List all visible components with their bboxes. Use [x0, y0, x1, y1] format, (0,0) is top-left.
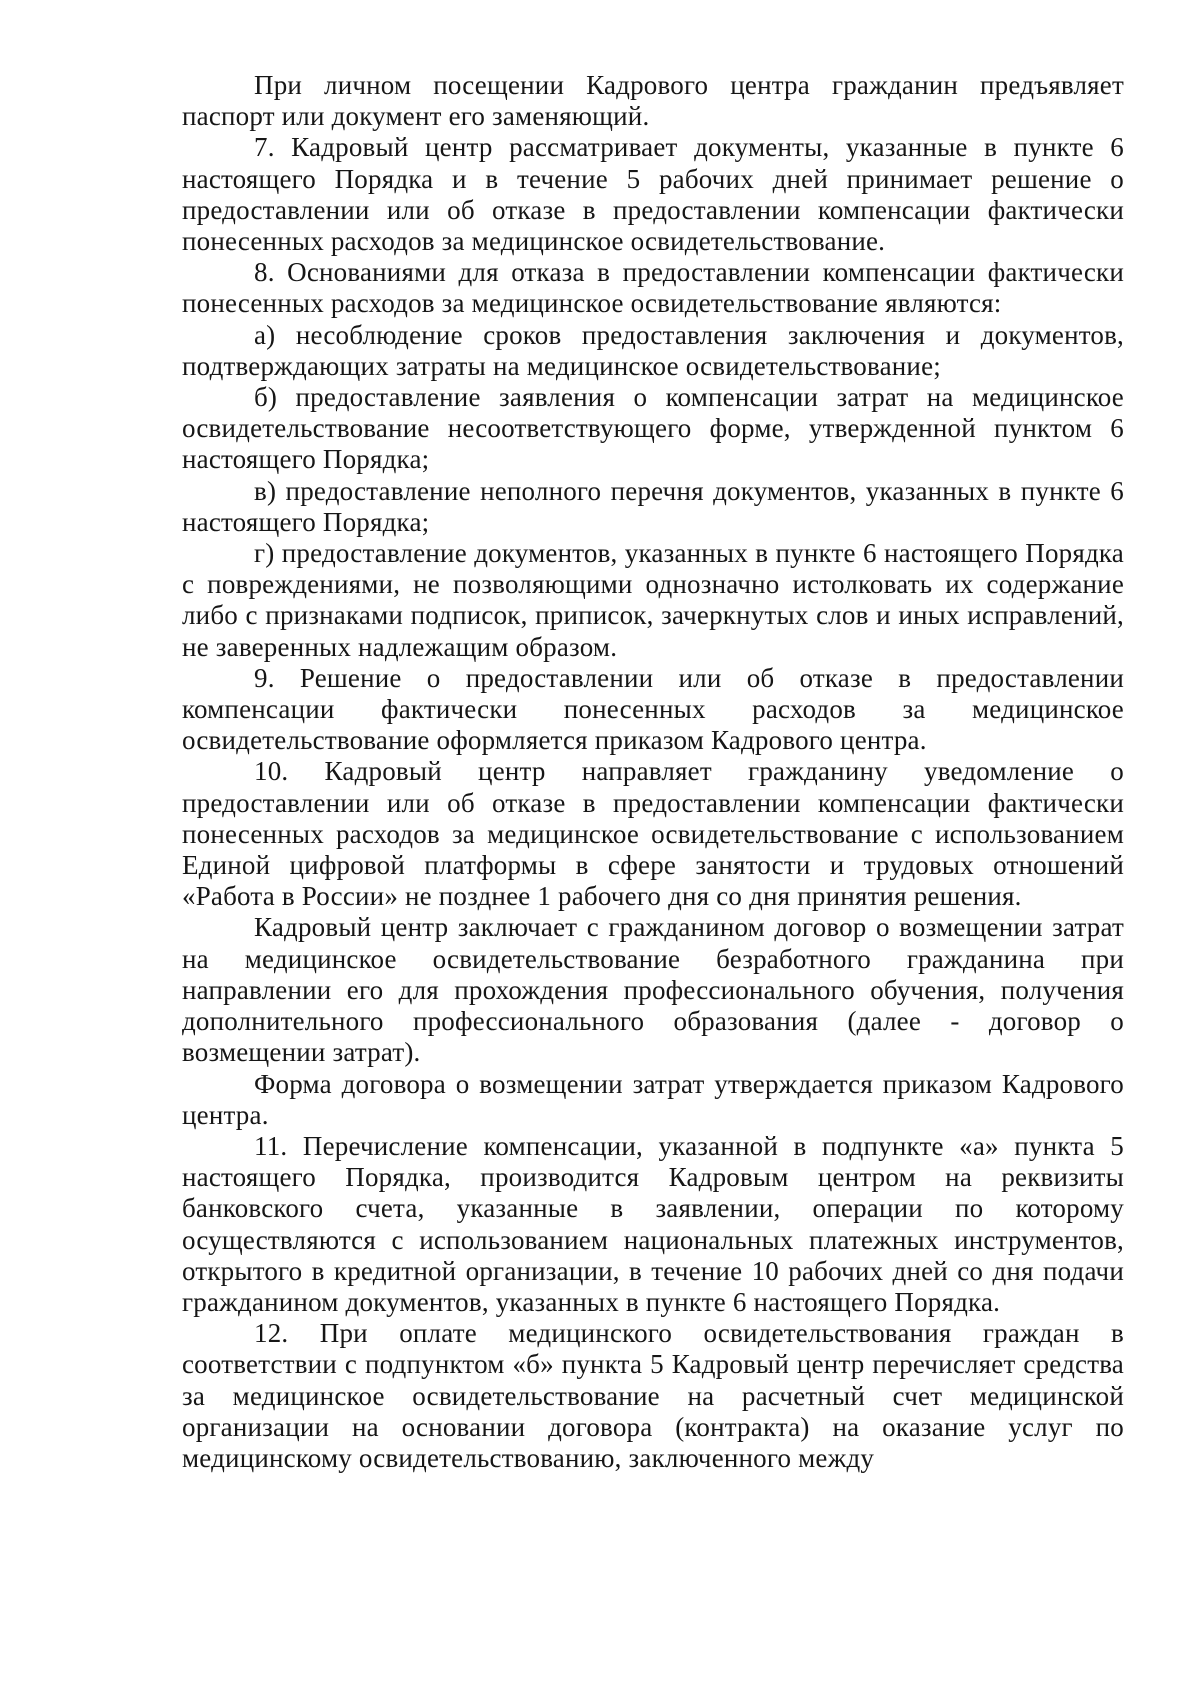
paragraph-item-12: 12. При оплате медицинского освидетельствования граждан в соответствии с подпунктом «б» пункта 5 Кадровый центр перечисляет средства за медицинское освидетельствование на расчетный счет медицинской организации на основании договора (контракта) на оказание услуг по медицинскому освидетельствованию, заключенного между	[182, 1318, 1124, 1473]
paragraph-contract-form: Форма договора о возмещении затрат утверждается приказом Кадрового центра.	[182, 1068, 1124, 1130]
paragraph-item-8b: б) предоставление заявления о компенсации затрат на медицинское освидетельствование несоответствующего форме, утвержденной пунктом 6 настоящего Порядка;	[182, 382, 1124, 475]
paragraph-item-10: 10. Кадровый центр направляет гражданину уведомление о предоставлении или об отказе в предоставлении компенсации фактически понесенных расходов за медицинское освидетельствование с использованием Единой цифровой платформы в сфере занятости и трудовых отношений «Работа в России» не позднее 1 рабочего дня со дня принятия решения.	[182, 756, 1124, 912]
paragraph-item-8a: а) несоблюдение сроков предоставления заключения и документов, подтверждающих затраты на медицинское освидетельствование;	[182, 319, 1124, 381]
document-body	[182, 70, 1124, 1474]
paragraph-item-8v: в) предоставление неполного перечня документов, указанных в пункте 6 настоящего Порядка;	[182, 475, 1124, 537]
paragraph-item-11: 11. Перечисление компенсации, указанной в подпункте «а» пункта 5 настоящего Порядка, производится Кадровым центром на реквизиты банковского счета, указанные в заявлении, операции по которому осуществляются с использованием национальных платежных инструментов, открытого в кредитной организации, в течение 10 рабочих дней со дня подачи гражданином документов, указанных в пункте 6 настоящего Порядка.	[182, 1130, 1124, 1317]
paragraph-item-8g: г) предоставление документов, указанных в пункте 6 настоящего Порядка с повреждениями, не позволяющими однозначно истолковать их содержание либо с признаками подписок, приписок, зачеркнутых слов и иных исправлений, не заверенных надлежащим образом.	[182, 538, 1124, 662]
paragraph-passport: При личном посещении Кадрового центра гражданин предъявляет паспорт или документ его заменяющий.	[182, 70, 1124, 132]
paragraph-item-7: 7. Кадровый центр рассматривает документы, указанные в пункте 6 настоящего Порядка и в течение 5 рабочих дней принимает решение о предоставлении или об отказе в предоставлении компенсации фактически понесенных расходов за медицинское освидетельствование.	[182, 132, 1124, 257]
paragraph-item-8: 8. Основаниями для отказа в предоставлении компенсации фактически понесенных расходов за медицинское освидетельствование являются:	[182, 257, 1124, 319]
paragraph-contract: Кадровый центр заключает с гражданином договор о возмещении затрат на медицинское освидетельствование безработного гражданина при направлении его для прохождения профессионального обучения, получения дополнительного профессионального образования (далее - договор о возмещении затрат).	[182, 912, 1124, 1068]
paragraph-item-9: 9. Решение о предоставлении или об отказе в предоставлении компенсации фактически понесенных расходов за медицинское освидетельствование оформляется приказом Кадрового центра.	[182, 662, 1124, 756]
